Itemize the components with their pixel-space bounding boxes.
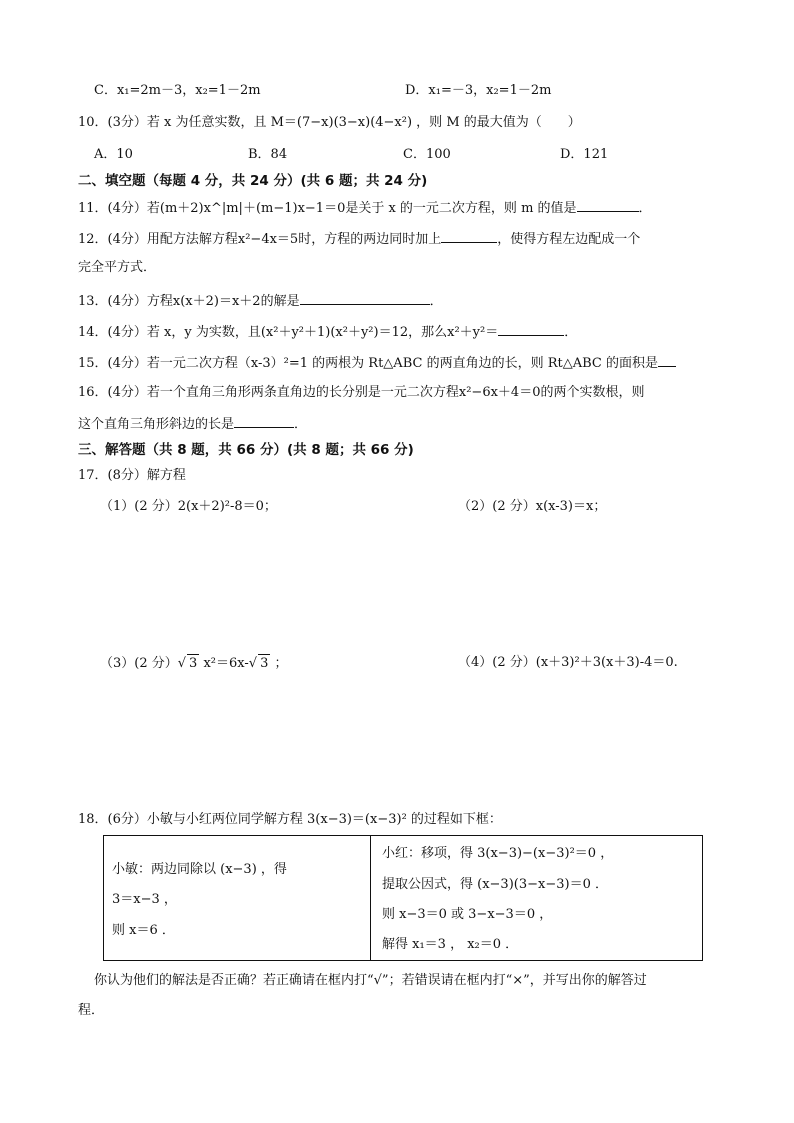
q15	[78, 353, 676, 373]
q12-text-2: ，使得方程左边配成一个	[497, 232, 641, 247]
q12-line-2: 完全平方式．	[78, 260, 157, 275]
q13-end: ．	[429, 294, 443, 309]
q12-answer-blank[interactable]	[441, 229, 497, 243]
q15-answer-blank[interactable]	[658, 353, 676, 367]
q17-part-3-mid: x²＝6x-	[199, 656, 249, 671]
xiaohong-line-1: 小红：移项，得 3(x−3)−(x−3)²＝0 ，	[382, 846, 614, 861]
q18-instruction: 你认为他们的解法是否正确？若正确请在框内打“√”；若错误请在框内打“×”，并写出你的解答过	[94, 973, 647, 988]
q17-part-3-label: （3）(2 分）	[100, 656, 178, 671]
q17-part-3-radicand: 3	[189, 656, 198, 671]
section-2-heading: 二、填空题（每题 4 分，共 24 分）(共 6 题；共 24 分)	[78, 173, 428, 189]
q11	[78, 198, 652, 218]
sqrt-symbol-icon: √	[248, 656, 258, 671]
q12	[78, 229, 640, 249]
q14-text: 14．(4分）若 x，y 为实数，且(x²＋y²＋1)(x²＋y²)＝12，那么x²＋y²＝	[78, 325, 499, 340]
xiaohong-line-3: 则 x−3＝0 或 3−x−3＝0 ，	[382, 907, 553, 922]
q11-text: 11．(4分）若(m＋2)x^|m|＋(m−1)x−1＝0是关于 x 的一元二次方程，则 m 的值是	[78, 201, 577, 216]
q17-stem: 17．(8分）解方程	[78, 468, 186, 483]
q9-option-d: D．x₁=－3，x₂=1－2m	[405, 83, 552, 98]
q13-answer-blank[interactable]	[300, 291, 430, 305]
q10-option-a: A．10	[94, 147, 133, 162]
q13-text: 13．(4分）方程x(x＋2)＝x＋2的解是	[78, 294, 300, 309]
q10-option-c: C．100	[403, 147, 451, 162]
q17-part-1: （1）(2 分）2(x＋2)²-8＝0；	[100, 499, 277, 514]
q11-answer-blank[interactable]	[577, 198, 639, 212]
q17-part-3-radicand-2: 3	[260, 656, 269, 671]
q17-part-4: （4）(2 分）(x＋3)²＋3(x＋3)-4＝0.	[458, 655, 678, 670]
q14-answer-blank[interactable]	[498, 322, 564, 336]
q9-option-c: C．x₁=2m－3，x₂=1－2m	[94, 83, 261, 98]
q10-option-b: B．84	[248, 147, 288, 162]
q16-text: 16．(4分）若一个直角三角形两条直角边的长分别是一元二次方程x²−6x＋4＝0的两个实数根，则	[78, 385, 645, 400]
q18-stem: 18．(6分）小敏与小红两位同学解方程 3(x−3)＝(x−3)² 的过程如下框：	[78, 812, 502, 827]
q18-instruction-2: 程．	[78, 1003, 105, 1018]
q16-end: ．	[294, 417, 308, 432]
q15-text: 15．(4分）若一元二次方程（x-3）²=1 的两根为 Rt△ABC 的两直角边的长，则 Rt△ABC 的面积是	[78, 356, 658, 371]
q17-part-3	[100, 654, 288, 673]
xiaohong-line-4: 解得 x₁＝3 ， x₂＝0 ．	[382, 937, 519, 952]
xiaohong-line-2: 提取公因式，得 (x−3)(3−x−3)＝0 ．	[382, 877, 608, 892]
q10-stem: 10．(3分）若 x 为任意实数，且 M＝(7−x)(3−x)(4−x²) ，则 M 的最大值为（ ）	[78, 115, 581, 130]
q16-line-2-text: 这个直角三角形斜边的长是	[78, 417, 235, 432]
q17-part-2: （2）(2 分）x(x-3)＝x；	[458, 499, 607, 514]
q14	[78, 322, 577, 342]
sqrt-symbol-icon: √	[177, 656, 187, 671]
xiaomin-line-2: 3＝x−3 ，	[112, 892, 177, 907]
q11-end: ．	[638, 201, 652, 216]
xiaomin-line-3: 则 x＝6 ．	[112, 923, 175, 938]
q14-end: ．	[564, 325, 578, 340]
q17-part-3-end: ；	[270, 656, 288, 671]
section-3-heading: 三、解答题（共 8 题，共 66 分）(共 8 题；共 66 分)	[78, 442, 414, 458]
box-divider	[370, 836, 371, 960]
q18-solution-box	[103, 835, 703, 961]
xiaomin-line-1: 小敏：两边同除以 (x−3) ，得	[112, 862, 287, 877]
q13	[78, 291, 443, 311]
q16-answer-blank[interactable]	[234, 414, 294, 428]
q16-line-2	[78, 414, 307, 434]
q12-text: 12．(4分）用配方法解方程x²−4x＝5时，方程的两边同时加上	[78, 232, 442, 247]
q10-option-d: D．121	[560, 147, 609, 162]
